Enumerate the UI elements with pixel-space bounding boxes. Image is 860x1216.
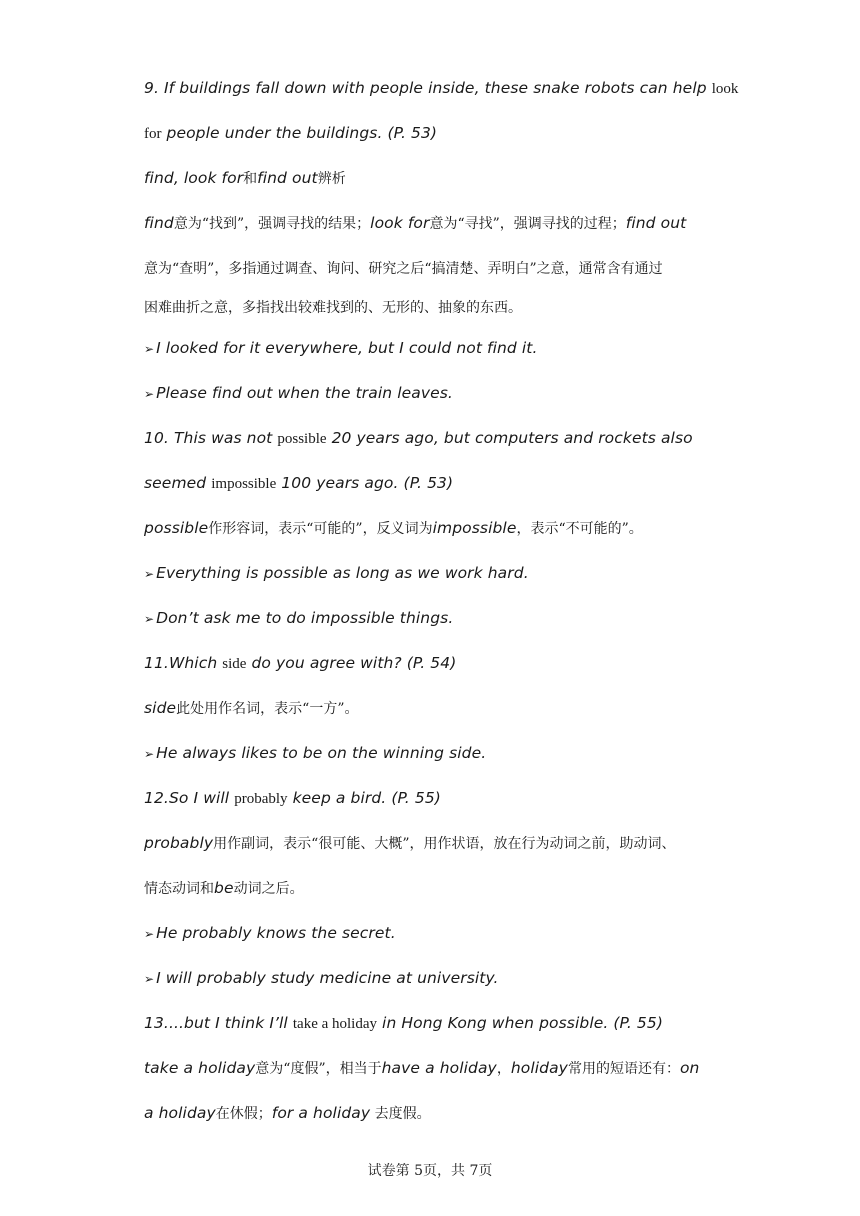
cn-text: 情态动词和	[144, 881, 214, 897]
cn-text: 辨析	[317, 171, 346, 187]
keyword: probably	[234, 791, 288, 807]
cn-text: 用作副词，表示“很可能、大概”，用作状语，放在行为动词之前，助动词、	[213, 836, 676, 852]
example-sentence	[144, 742, 720, 765]
item9-line2	[144, 122, 720, 145]
item9-text: 9. If buildings fall down with people inside, these snake robots can help	[144, 79, 712, 97]
keyword: impossible	[211, 476, 277, 492]
item12-explain2	[144, 877, 720, 900]
keyword: side	[222, 656, 247, 672]
keyword: for	[144, 126, 162, 142]
item10-text: 10. This was not	[144, 429, 278, 447]
example-text: He probably knows the secret.	[156, 924, 396, 942]
arrow-bullet-icon: ➢	[144, 747, 155, 761]
item13-text: in Hong Kong when possible. (P. 55)	[377, 1014, 663, 1032]
cn-text: 此处用作名词，表示“一方”。	[176, 701, 359, 717]
cn-text: 作形容词，表示“可能的”，反义词为	[208, 521, 433, 537]
term: a holiday	[144, 1104, 216, 1122]
cn-text: 在休假；	[215, 1106, 272, 1122]
item13-line1	[144, 1012, 720, 1035]
example-text: He always likes to be on the winning side.	[156, 744, 487, 762]
item10-line1	[144, 427, 720, 450]
cn-text: 常用的短语还有：	[567, 1061, 680, 1077]
cn-text: 意为“查明”，多指通过调查、询问、研究之后“搞清楚、弄明白”之意，通常含有通过	[144, 261, 663, 277]
item11-text: 11.Which	[144, 654, 223, 672]
cn-text: ，	[496, 1061, 511, 1077]
item9-explain3	[144, 296, 720, 319]
term: find	[144, 214, 174, 232]
item13-explain2	[144, 1102, 720, 1125]
keyword: take a holiday	[292, 1016, 378, 1032]
example-text: I will probably study medicine at university.	[156, 969, 499, 987]
term: holiday	[510, 1059, 568, 1077]
item10-text: seemed	[144, 474, 212, 492]
item9-line1	[144, 77, 739, 100]
item9-text: people under the buildings. (P. 53)	[161, 124, 438, 142]
cn-text: 意为“找到”，强调寻找的结果；	[173, 216, 371, 232]
item13-explain1	[144, 1057, 720, 1080]
cn-text: 意为“寻找”，强调寻找的过程；	[429, 216, 626, 232]
item9-heading	[144, 167, 720, 190]
term: impossible	[432, 519, 517, 537]
item11-text: do you agree with? (P. 54)	[246, 654, 457, 672]
example-sentence	[144, 382, 720, 405]
cn-text: 去度假。	[370, 1106, 431, 1122]
item9-explain2	[144, 257, 720, 280]
cn-text: 意为“度假”，相当于	[255, 1061, 382, 1077]
example-sentence	[144, 967, 720, 990]
item12-line1	[144, 787, 720, 810]
item9-explain1	[144, 212, 720, 235]
arrow-bullet-icon: ➢	[144, 387, 155, 401]
item11-explain	[144, 697, 720, 720]
keyword: possible	[277, 431, 327, 447]
item12-text: keep a bird. (P. 55)	[287, 789, 441, 807]
term: look for	[370, 214, 430, 232]
term: find out	[625, 214, 687, 232]
example-text: Please find out when the train leaves.	[156, 384, 453, 402]
term: on	[679, 1059, 700, 1077]
example-text: Don’t ask me to do impossible things.	[156, 609, 454, 627]
term: find out	[257, 169, 318, 187]
arrow-bullet-icon: ➢	[144, 342, 155, 356]
arrow-bullet-icon: ➢	[144, 612, 155, 626]
example-sentence	[144, 922, 720, 945]
page-footer: 试卷第 5页，共 7页	[367, 1163, 493, 1179]
term: take a holiday	[144, 1059, 256, 1077]
cn-text: 和	[243, 171, 258, 187]
cn-text: 动词之后。	[233, 881, 304, 897]
item11-line1	[144, 652, 720, 675]
term: find, look for	[144, 169, 244, 187]
term: have a holiday	[381, 1059, 497, 1077]
arrow-bullet-icon: ➢	[144, 927, 155, 941]
item13-text: 13....but I think I’ll	[144, 1014, 293, 1032]
item12-explain1	[144, 832, 720, 855]
cn-text: ，表示“不可能的”。	[516, 521, 643, 537]
term: be	[214, 879, 234, 897]
term: probably	[144, 834, 214, 852]
term: for a holiday	[271, 1104, 371, 1122]
arrow-bullet-icon: ➢	[144, 567, 155, 581]
item10-line2	[144, 472, 720, 495]
example-sentence	[144, 562, 720, 585]
example-sentence	[144, 607, 720, 630]
item12-text: 12.So I will	[144, 789, 235, 807]
example-sentence	[144, 337, 720, 360]
item10-text: 100 years ago. (P. 53)	[276, 474, 454, 492]
arrow-bullet-icon: ➢	[144, 972, 155, 986]
term: side	[144, 699, 177, 717]
cn-text: 困难曲折之意，多指找出较难找到的、无形的、抽象的东西。	[144, 300, 522, 316]
item10-text: 20 years ago, but computers and rockets also	[326, 429, 693, 447]
example-text: I looked for it everywhere, but I could not find it.	[156, 339, 538, 357]
item10-explain	[144, 517, 720, 540]
example-text: Everything is possible as long as we work hard.	[156, 564, 529, 582]
term: possible	[144, 519, 209, 537]
keyword: look	[711, 81, 739, 97]
